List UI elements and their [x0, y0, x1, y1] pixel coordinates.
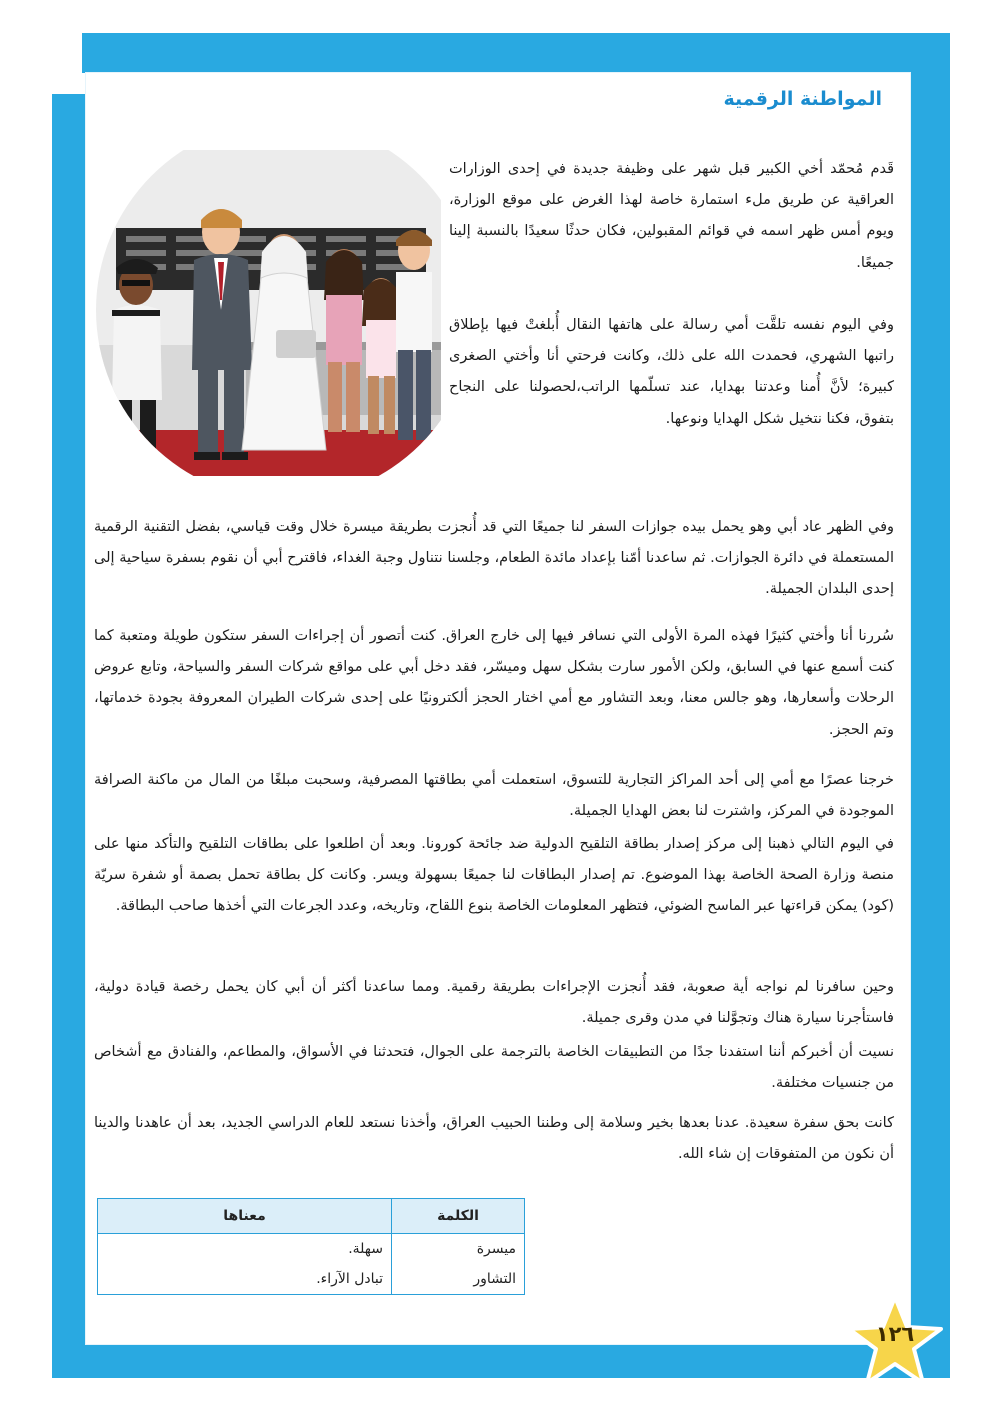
vocab-meaning: سهلة.: [98, 1234, 392, 1265]
paragraph-1: قَدم مُحمّد أخي الكبير قبل شهر على وظيفة جديدة في إحدى الوزارات العراقية عن طريق ملء استمارة خاصة لهذا الغرض على موقع الوزارة، ويوم أمس ظهر اسمه في قوائم المقبولين، فكان حدثًا سعيدًا بالنسبة إلينا جميعًا.: [449, 161, 894, 271]
paragraph-9: كانت بحق سفرة سعيدة. عدنا بعدها بخير وسلامة إلى وطننا الحبيب العراق، وأخذنا نستعد للعام الدراسي الجديد، بعد أن عاهدنا والدينا أن نكون من المتفوقات إن شاء الله.: [94, 1115, 894, 1163]
frame-left-bar: [52, 94, 86, 1378]
header-meaning: معناها: [98, 1199, 392, 1234]
table-row: [98, 1264, 525, 1295]
paragraph-4: سُررنا أنا وأختي كثيرًا فهذه المرة الأولى التي نسافر فيها إلى خارج العراق. كنت أتصور أن إجراءات السفر ستكون طويلة ومتعبة كما كنت أسمع عنها في السابق، ولكن الأمور سارت بشكل سهل وميسّر، فقد دخل أبي على مواقع شركات السفر والسياحة، وتابع عروض الرحلات وأسعارها، وهو جالس معنا، وبعد التشاور مع أمي اختار الحجز ألكترونيًا على إحدى شركات الطيران المعروفة بجودة خدماتها، وتم الحجز.: [94, 628, 894, 738]
vocabulary-table: [97, 1198, 525, 1295]
header-word: الكلمة: [392, 1199, 525, 1234]
frame-bottom-bar: [52, 1344, 950, 1378]
paragraph-7: وحين سافرنا لم نواجه أية صعوبة، فقد أُنجزت الإجراءات بطريقة رقمية. ومما ساعدنا أكثر أن أبي كان يحمل رخصة قيادة دولية، فاستأجرنا سيارة هناك وتجوَّلنا في مدن وقرى جميلة.: [94, 979, 894, 1027]
vocab-word: ميسرة: [392, 1234, 525, 1265]
paragraph-6: في اليوم التالي ذهبنا إلى مركز إصدار بطاقة التلقيح الدولية ضد جائحة كورونا. وبعد أن اطلعوا على بطاقات التلقيح والتأكد منها على منصة وزارة الصحة الخاصة بهذا الموضوع. تم إصدار البطاقات لنا جميعًا بسهولة ويسر. وكانت كل بطاقة تحمل بصمة أو شفرة سريّة (كود) يمكن قراءتها عبر الماسح الضوئي، فتظهر المعلومات الخاصة بنوع اللقاح، وتاريخه، وعدد الجرعات التي أخذها صاحب البطاقة.: [94, 836, 894, 915]
family-airport-illustration: [96, 150, 441, 476]
page-title: المواطنة الرقمية: [723, 88, 882, 110]
frame-top-bar: [82, 33, 950, 73]
paragraph-8: نسيت أن أخبركم أننا استفدنا جدًا من التطبيقات الخاصة بالترجمة على الجوال، فتحدثنا في الأسواق، والمطاعم، والفنادق مع أشخاص من جنسيات مختلفة.: [94, 1044, 894, 1092]
frame-right-bar: [910, 33, 950, 1378]
table-row: [98, 1234, 525, 1265]
vocabulary-table-header: [98, 1199, 525, 1234]
paragraph-5: خرجنا عصرًا مع أمي إلى أحد المراكز التجارية للتسوق، استعملت أمي بطاقتها المصرفية، وسحبت مبلغًا من المال من ماكنة الصرافة الموجودة في المركز، واشترت لنا بعض الهدايا الجميلة.: [94, 772, 894, 820]
page-number: ١٢٦: [875, 1322, 915, 1346]
paragraph-3: وفي الظهر عاد أبي وهو يحمل بيده جوازات السفر لنا جميعًا التي قد أُنجزت بطريقة ميسرة خلال وقت قياسي، بفضل التقنية الرقمية المستعملة في دائرة الجوازات. ثم ساعدنا أمّنا بإعداد مائدة الطعام، وجلسنا نتناول وجبة الغداء، فاقترح أبي أن نقوم بسفرة سياحية إلى إحدى البلدان الجميلة.: [94, 519, 894, 598]
vocab-meaning: تبادل الآراء.: [98, 1264, 392, 1295]
paragraph-2: وفي اليوم نفسه تلقَّت أمي رسالة على هاتفها النقال أُبلغتْ فيها بإطلاق راتبها الشهري، فحمدت الله على ذلك، وكانت فرحتي أنا وأختي الصغرى كبيرة؛ لأنَّ أُمنا وعدتنا بهدايا، عند تسلّمها الراتب،لحصولنا على النجاح بتفوق، فكنا نتخيل شكل الهدايا ونوعها.: [449, 317, 894, 427]
vocab-word: التشاور: [392, 1264, 525, 1295]
